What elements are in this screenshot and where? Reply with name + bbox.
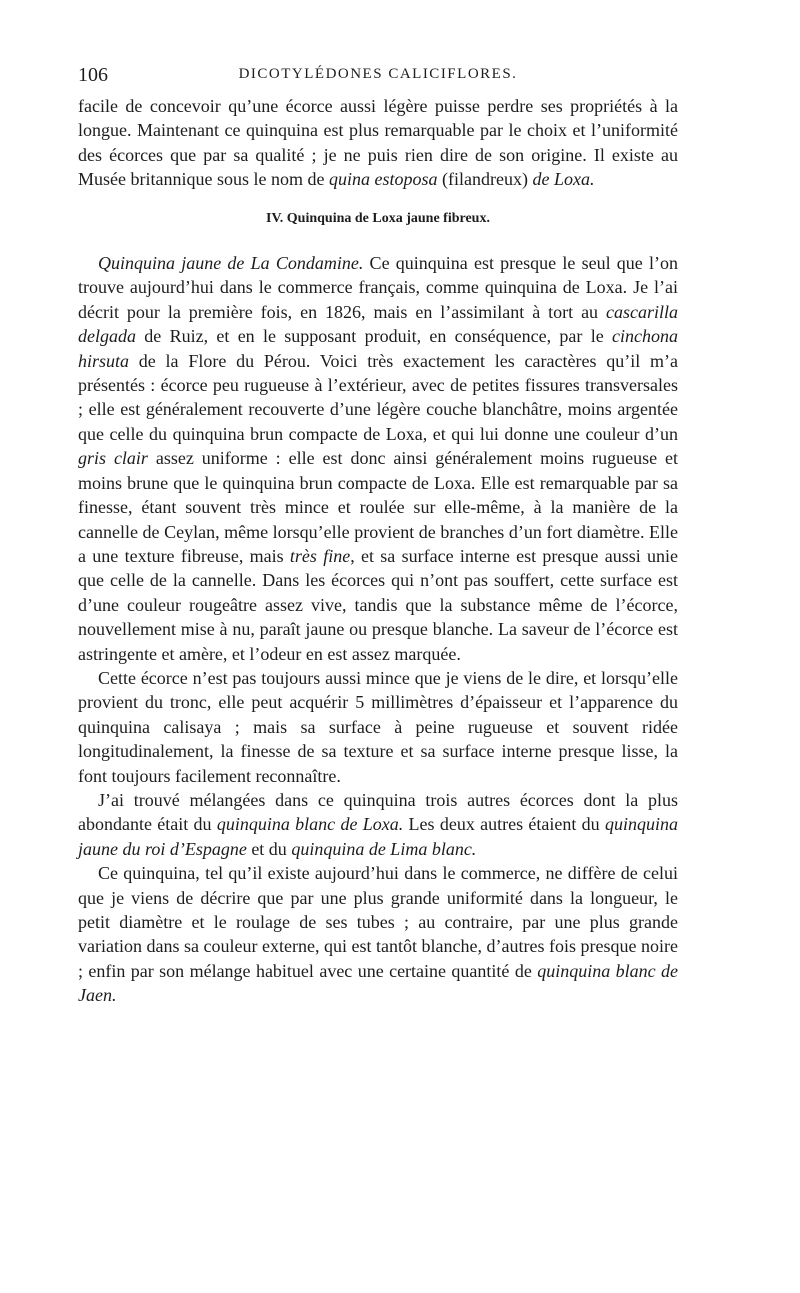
page-header: [78, 64, 678, 90]
paragraph-mixtures: J’ai trouvé mélangées dans ce quinquina trois autres écorces dont la plus abondante était du quinquina blanc de Loxa. Les deux autres étaient du quinquina jaune du roi d’Espagne et du quinquina de Lima blanc.: [78, 789, 678, 859]
body-text: [78, 94, 678, 1008]
page-number: 106: [78, 64, 108, 86]
paragraph-description: Quinquina jaune de La Condamine. Ce quinquina est presque le seul que l’on trouve aujourd’hui dans le commerce français, comme quinquina de Loxa. Je l’ai décrit pour la première fois, en 1826, mais en l’assimilant à tort au cascarilla delgada de Ruiz, et en le supposant produit, en conséquence, par le cinchona hirsuta de la Flore du Pérou. Voici très exactement les caractères qu’il m’a présentés : écorce peu rugueuse à l’extérieur, avec de petites fissures transversales ; elle est généralement recouverte d’une légère couche blanchâtre, moins argentée que celle du quinquina brun compacte de Loxa, et qui lui donne une couleur d’un gris clair assez uniforme : elle est donc ainsi généralement moins rugueuse et moins brune que le quinquina brun compacte de Loxa. Elle est remarquable par sa finesse, étant souvent très mince et roulée sur elle-même, à la manière de la cannelle de Ceylan, même lorsqu’elle provient de branches d’un fort diamètre. Elle a une texture fibreuse, mais très fine, et sa surface interne est presque aussi unie que celle de la cannelle. Dans les écorces qui n’ont pas souffert, cette surface est d’une couleur rougeâtre assez vive, tandis que la substance même de l’écorce, nouvellement mise à nu, paraît jaune ou presque blanche. La saveur de l’écorce est astringente et amère, et l’odeur en est assez marquée.: [78, 253, 678, 664]
section-heading: IV. Quinquina de Loxa jaune fibreux.: [266, 210, 490, 226]
running-title: DICOTYLÉDONES CALICIFLORES.: [238, 66, 518, 82]
paragraph-commerce: Ce quinquina, tel qu’il existe aujourd’hui dans le commerce, ne diffère de celui que je viens de décrire que par une plus grande uniformité dans la longueur, le petit diamètre et le roulage de ses tubes ; au contraire, par une plus grande variation dans sa couleur externe, qui est tantôt blanche, d’autres fois presque noire ; enfin par son mélange habituel avec une certaine quantité de quinquina blanc de Jaen.: [78, 863, 679, 1006]
paragraph-thickness: Cette écorce n’est pas toujours aussi mince que je viens de le dire, et lorsqu’elle provient du tronc, elle peut acquérir 5 millimètres d’épaisseur et l’apparence du quinquina calisaya ; mais sa surface à peine rugueuse et souvent ridée longitudinalement, la finesse de sa texture et sa surface interne presque lisse, la font toujours facilement reconnaître.: [78, 667, 678, 786]
paragraph-continuation: facile de concevoir qu’une écorce aussi légère puisse perdre ses propriétés à la longue. Maintenant ce quinquina est plus remarquable par le choix et l’uniformité des écorces que par sa qualité ; je ne puis rien dire de son origine. Il existe au Musée britannique sous le nom de quina estoposa (filandreux) de Loxa.: [78, 96, 678, 190]
